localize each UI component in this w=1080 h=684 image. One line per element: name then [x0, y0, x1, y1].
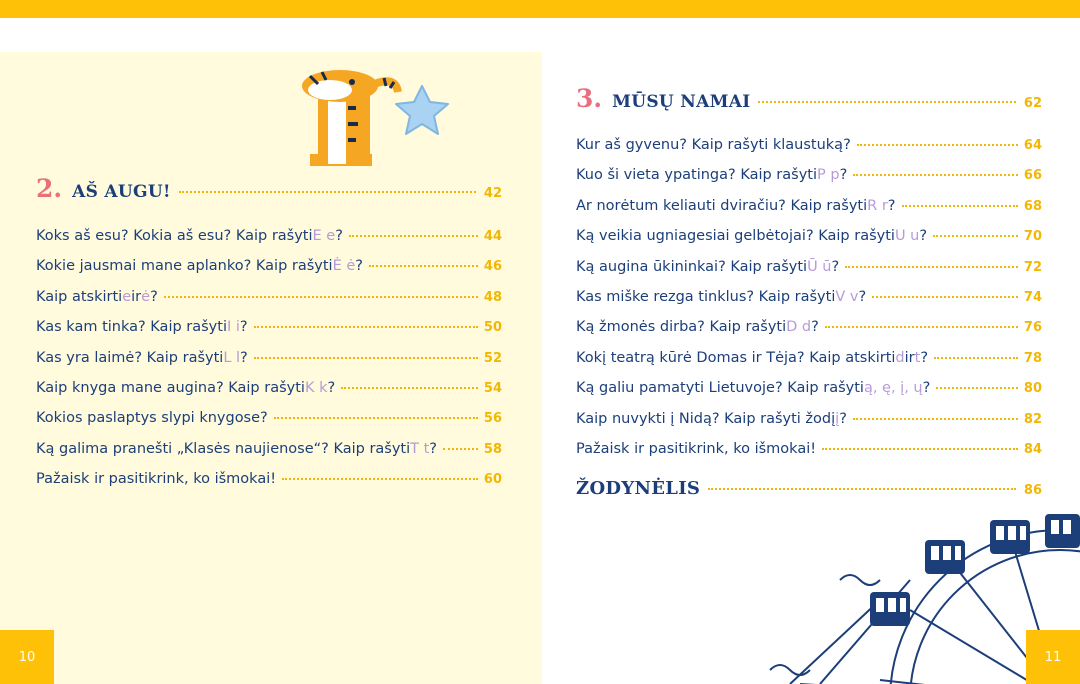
tiger-letter-i-illustration: [300, 66, 460, 176]
entry-text: Ką augina ūkininkai? Kaip rašyti: [576, 258, 808, 275]
page-ref: 52: [483, 350, 502, 366]
toc-entry[interactable]: [36, 410, 502, 432]
dot-leader: [274, 417, 478, 419]
page-number-right: 11: [1026, 630, 1080, 684]
toc-entry[interactable]: [576, 198, 1042, 220]
letter-highlight: T t: [410, 440, 430, 457]
dot-leader: [872, 296, 1018, 298]
entry-text: ?: [922, 380, 931, 397]
dot-leader: [902, 205, 1018, 207]
page-ref: 72: [1023, 259, 1042, 275]
dot-leader: [934, 357, 1018, 359]
dot-leader: [254, 357, 478, 359]
letter-highlight: Ė ė: [332, 258, 356, 275]
page-ref: 44: [483, 229, 502, 244]
toc-entry[interactable]: [576, 228, 1042, 250]
entry-text: ?: [919, 228, 928, 245]
wavy-edge: [0, 46, 542, 56]
page-number-left: 10: [0, 630, 54, 684]
letter-highlight: d: [895, 349, 905, 366]
dot-leader: [164, 296, 478, 298]
page-ref: 78: [1023, 350, 1042, 366]
page-ref: 68: [1023, 198, 1042, 214]
toc-entry[interactable]: [36, 228, 502, 250]
entry-text: Pažaisk ir pasitikrink, ko išmokai!: [36, 471, 277, 488]
toc-entry[interactable]: [576, 319, 1042, 341]
toc-entry[interactable]: [576, 380, 1042, 402]
entry-text: Kuo ši vieta ypatinga? Kaip rašyti: [576, 167, 818, 184]
entry-text: Kur aš gyvenu? Kaip rašyti klaustuką?: [576, 137, 851, 153]
entry-text: Kas yra laimė? Kaip rašyti: [36, 349, 224, 366]
letter-highlight: U u: [894, 228, 920, 245]
toc-entry[interactable]: [36, 289, 502, 311]
dot-leader: [708, 488, 1016, 490]
dot-leader: [825, 326, 1018, 328]
letter-highlight: Ū ū: [807, 258, 832, 275]
toc-entry[interactable]: [36, 380, 502, 402]
entry-text: ?: [327, 380, 336, 396]
entry-text: ?: [839, 167, 848, 184]
entry-text: Pažaisk ir pasitikrink, ko išmokai!: [576, 441, 817, 457]
dot-leader: [758, 101, 1015, 103]
toc-entry[interactable]: [576, 441, 1042, 463]
dot-leader: [853, 418, 1018, 420]
entry-text: Kaip atskirti: [36, 288, 123, 305]
entry-text: Koks aš esu? Kokia aš esu? Kaip rašyti: [36, 228, 313, 244]
dot-leader: [369, 265, 478, 267]
entry-text: Ką veikia ugniagesiai gelbėtojai? Kaip rašyti: [576, 228, 895, 245]
dot-leader: [853, 174, 1018, 176]
entry-text: ?: [839, 410, 847, 427]
glossary-heading[interactable]: [576, 478, 1042, 499]
letter-highlight: V v: [835, 289, 859, 305]
letter-highlight: t: [914, 349, 921, 366]
entry-text: Ar norėtum keliauti dviračiu? Kaip rašyti: [576, 197, 868, 214]
page-ref: 62: [1023, 96, 1042, 111]
page-ref: 58: [483, 441, 502, 457]
entry-text: ?: [240, 349, 248, 366]
chapter-heading-3[interactable]: [576, 84, 1042, 113]
entry-text: Ką žmonės dirba? Kaip rašyti: [576, 319, 787, 336]
chapter-title: AŠ AUGU!: [72, 182, 171, 202]
toc-entry[interactable]: [576, 259, 1042, 281]
page-ref: 42: [483, 186, 502, 201]
toc-entry[interactable]: [36, 441, 502, 463]
dot-leader: [933, 235, 1018, 237]
page-ref: 60: [483, 472, 502, 488]
page-ref: 86: [1023, 483, 1042, 498]
letter-highlight: D d: [786, 319, 812, 336]
page-ref: 48: [483, 289, 502, 305]
star-icon: [396, 86, 448, 134]
entry-text: Ką galiu pamatyti Lietuvoje? Kaip rašyti: [576, 380, 864, 397]
entry-text: ?: [355, 258, 363, 275]
dot-leader: [282, 478, 478, 480]
entry-text: ?: [335, 228, 343, 244]
top-yellow-bar: [0, 0, 1080, 18]
letter-highlight: ą, ę, į, ų: [863, 380, 923, 397]
entry-text: ?: [831, 258, 840, 275]
entry-text: Kaip nuvykti į Nidą? Kaip rašyti žodį: [576, 410, 836, 427]
dot-leader: [822, 448, 1018, 450]
toc-entry[interactable]: [576, 350, 1042, 372]
dot-leader: [179, 191, 476, 193]
entry-text: Kokios paslaptys slypi knygose?: [36, 410, 268, 427]
letter-highlight: I i: [226, 319, 240, 336]
toc-entry[interactable]: [36, 350, 502, 372]
toc-entry[interactable]: [576, 411, 1042, 433]
entry-text: ?: [920, 349, 929, 366]
entry-text: Kokį teatrą kūrė Domas ir Tėja? Kaip atskirti: [576, 349, 896, 366]
toc-entry[interactable]: [576, 289, 1042, 311]
entry-text: ?: [887, 197, 896, 214]
entry-text: Kas miške rezga tinklus? Kaip rašyti: [576, 289, 836, 305]
letter-highlight: e: [122, 288, 132, 305]
letter-highlight: E e: [312, 228, 336, 244]
page-ref: 66: [1023, 168, 1042, 184]
chapter-heading-2[interactable]: [36, 174, 502, 203]
page-ref: 76: [1023, 320, 1042, 336]
toc-entry[interactable]: [36, 319, 502, 341]
toc-entry[interactable]: [576, 137, 1042, 159]
dot-leader: [857, 144, 1018, 146]
dot-leader: [443, 448, 478, 450]
entry-text: ir: [904, 349, 915, 366]
page-ref: 84: [1023, 442, 1042, 457]
page-ref: 50: [483, 320, 502, 336]
page-ref: 82: [1023, 411, 1042, 427]
entry-text: ?: [811, 319, 819, 336]
chapter-number: 2.: [36, 174, 63, 203]
page-ref: 46: [483, 259, 502, 275]
entry-text: Kas kam tinka? Kaip rašyti: [36, 319, 227, 336]
letter-highlight: P p: [817, 167, 840, 184]
entry-text: ?: [150, 288, 158, 305]
entry-text: ?: [239, 319, 248, 336]
page-ref: 70: [1023, 229, 1042, 245]
toc-entry[interactable]: [576, 167, 1042, 189]
entry-text: Kaip knyga mane augina? Kaip rašyti: [36, 380, 305, 396]
entry-text: Ką galima pranešti „Klasės naujienose“? Kaip rašyti: [36, 440, 411, 457]
entry-text: ir: [131, 288, 142, 305]
letter-highlight: į: [835, 410, 840, 427]
dot-leader: [341, 387, 478, 389]
page-ref: 64: [1023, 138, 1042, 153]
dot-leader: [349, 235, 478, 237]
letter-highlight: L l: [223, 349, 241, 366]
toc-entry[interactable]: [36, 471, 502, 493]
letter-highlight: R r: [867, 197, 888, 214]
letter-highlight: K k: [304, 380, 328, 396]
page-ref: 80: [1023, 381, 1042, 397]
dot-leader: [254, 326, 478, 328]
dot-leader: [845, 266, 1018, 268]
entry-text: ?: [858, 289, 867, 305]
glossary-title: ŽODYNĖLIS: [576, 478, 701, 499]
entry-text: Kokie jausmai mane aplanko? Kaip rašyti: [36, 258, 333, 275]
entry-text: ?: [429, 440, 437, 457]
letter-highlight: ė: [141, 288, 151, 305]
page-ref: 54: [483, 381, 502, 396]
chapter-number: 3.: [576, 84, 603, 113]
page-ref: 56: [483, 411, 502, 427]
dot-leader: [936, 387, 1018, 389]
toc-entry[interactable]: [36, 258, 502, 280]
page-ref: 74: [1023, 290, 1042, 305]
chapter-title: MŪSŲ NAMAI: [612, 92, 751, 112]
